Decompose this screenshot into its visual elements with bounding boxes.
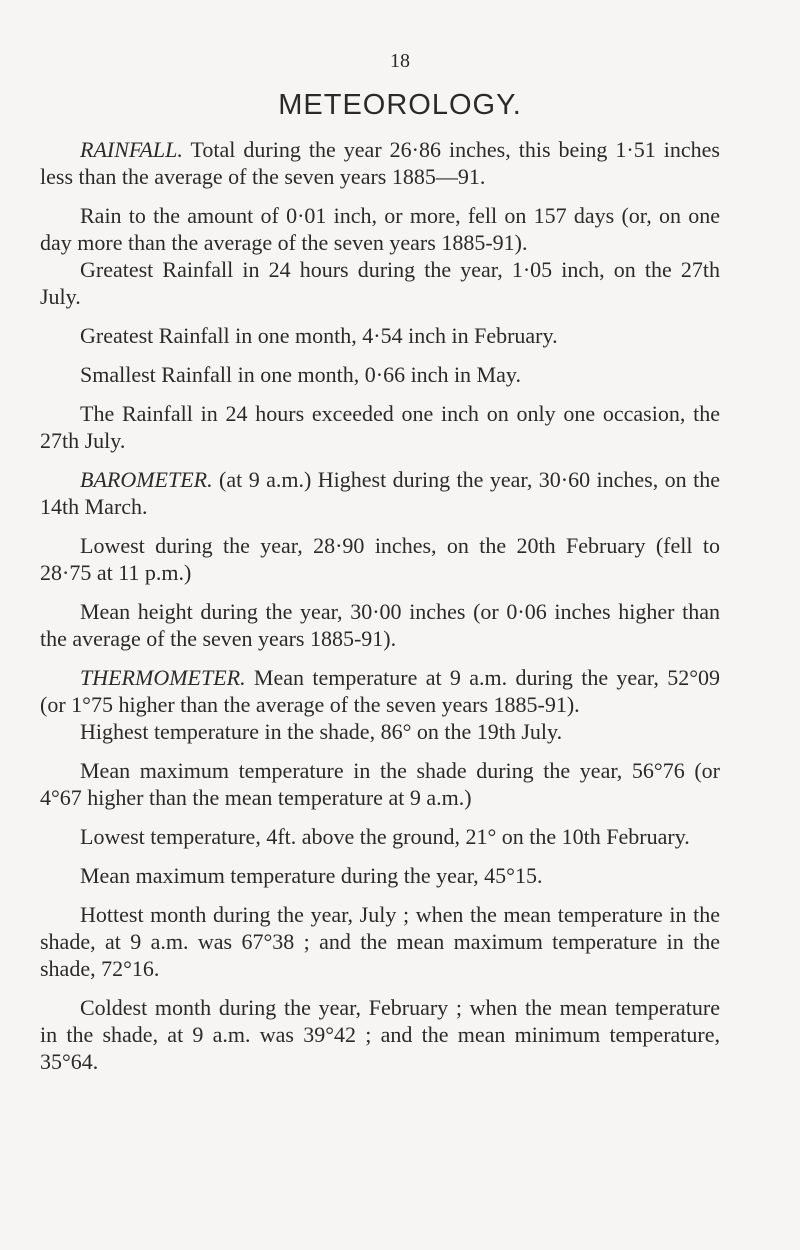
paragraph-text: Mean maximum temperature in the shade during the year, 56°76 (or 4°67 higher than the mean temperature at 9 a.m.) bbox=[40, 758, 720, 810]
paragraph-lowest-temp bbox=[40, 823, 720, 850]
paragraph-text: Highest temperature in the shade, 86° on the 19th July. bbox=[80, 719, 563, 744]
paragraph-text: Mean maximum temperature during the year, 45°15. bbox=[80, 863, 543, 888]
paragraph-text: Rain to the amount of 0·01 inch, or more, fell on 157 days (or, on one day more than the average of the seven years 1885-91). bbox=[40, 203, 720, 255]
paragraph-text: Hottest month during the year, July ; when the mean temperature in the shade, at 9 a.m. was 67°38 ; and the mean maximum temperature in the shade, 72°16. bbox=[40, 902, 720, 981]
paragraph-barometer-mean bbox=[40, 598, 720, 652]
section-lead-rainfall: RAINFALL. bbox=[80, 137, 183, 162]
paragraph-text: (at 9 a.m.) Highest during the year, 30·60 inches, on the 14th March. bbox=[40, 467, 721, 519]
paragraph-barometer-highest bbox=[40, 466, 720, 520]
document-body bbox=[40, 136, 720, 1075]
paragraph-text: Mean temperature at 9 a.m. during the year, 52°09 (or 1°75 higher than the average of the seven years 1885-91). bbox=[40, 665, 720, 717]
paragraph-mean-max-shade bbox=[40, 757, 720, 811]
paragraph-text: Lowest during the year, 28·90 inches, on the 20th February (fell to 28·75 at 11 p.m.) bbox=[40, 533, 720, 585]
page-number: 18 bbox=[390, 50, 410, 72]
paragraph-rain-days bbox=[40, 202, 720, 256]
paragraph-text: Greatest Rainfall in 24 hours during the year, 1·05 inch, on the 27th July. bbox=[40, 257, 720, 309]
paragraph-barometer-lowest bbox=[40, 532, 720, 586]
paragraph-text: Coldest month during the year, February ; when the mean temperature in the shade, at 9 a.m. was 39°42 ; and the mean minimum temperature, 35°64. bbox=[40, 995, 720, 1074]
paragraph-text: Total during the year 26·86 inches, this being 1·51 inches less than the average of the seven years 1885—91. bbox=[40, 137, 720, 189]
paragraph-exceeded-inch bbox=[40, 400, 720, 454]
paragraph-greatest-month bbox=[40, 322, 720, 349]
paragraph-text: Greatest Rainfall in one month, 4·54 inch in February. bbox=[80, 323, 558, 348]
paragraph-greatest-24h bbox=[40, 256, 720, 310]
paragraph-text: Smallest Rainfall in one month, 0·66 inch in May. bbox=[80, 362, 521, 387]
section-lead-barometer: BAROMETER. bbox=[80, 467, 213, 492]
paragraph-text: Lowest temperature, 4ft. above the ground, 21° on the 10th February. bbox=[80, 824, 690, 849]
paragraph-text: The Rainfall in 24 hours exceeded one inch on only one occasion, the 27th July. bbox=[40, 401, 720, 453]
paragraph-text: Mean height during the year, 30·00 inches (or 0·06 inches higher than the average of the seven years 1885-91). bbox=[40, 599, 720, 651]
page-heading: METEOROLOGY. bbox=[278, 89, 522, 121]
paragraph-rainfall-total bbox=[40, 136, 720, 190]
paragraph-coldest-month bbox=[40, 994, 720, 1075]
paragraph-thermometer-mean bbox=[40, 664, 720, 718]
paragraph-hottest-month bbox=[40, 901, 720, 982]
paragraph-smallest-month bbox=[40, 361, 720, 388]
paragraph-highest-temp bbox=[40, 718, 720, 745]
section-lead-thermometer: THERMOMETER. bbox=[80, 665, 246, 690]
paragraph-mean-max-year bbox=[40, 862, 720, 889]
